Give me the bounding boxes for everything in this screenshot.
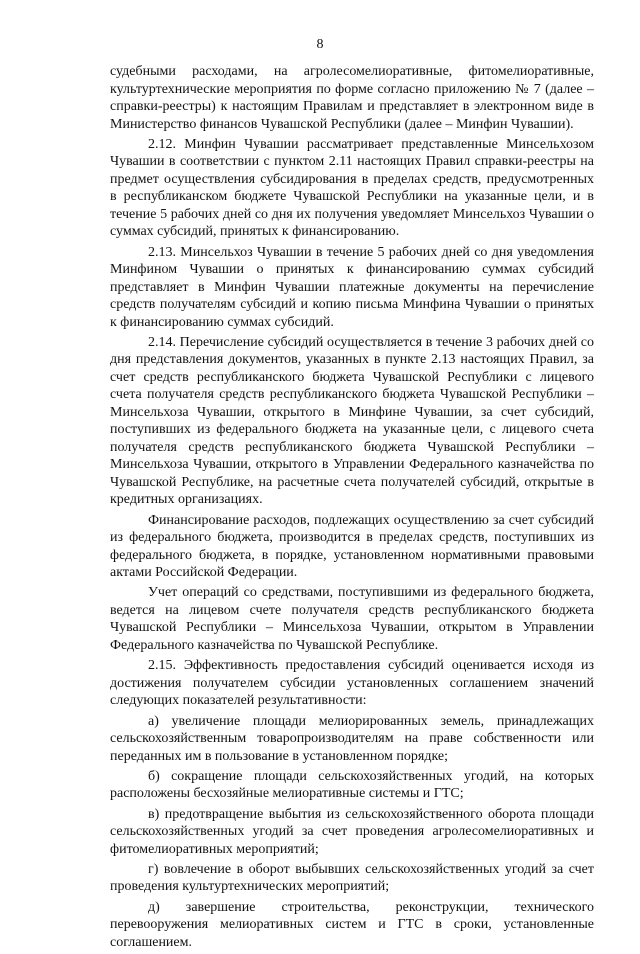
paragraph-2-13: 2.13. Минсельхоз Чувашии в течение 5 рабочих дней со дня уведомления Минфином Чувашии о принятых к финансированию суммах субсидий представляет в Минфин Чувашии платежные документы на перечисление средств получателям субсидий и копию письма Минфина Чувашии о принятых к финансированию суммах субсидий. (110, 244, 594, 330)
page-number: 8 (316, 37, 324, 52)
list-item-a: а) увеличение площади мелиорированных земель, принадлежащих сельскохозяйственным товаропроизводителям на праве собственности или переданных им в пользование в установленном порядке; (110, 713, 594, 764)
list-item-b: б) сокращение площади сельскохозяйственных угодий, на которых расположены бесхозяйные мелиоративные системы и ГТС; (110, 768, 594, 802)
paragraph-2-12: 2.12. Минфин Чувашии рассматривает представленные Минсельхозом Чувашии в соответствии с пунктом 2.11 настоящих Правил справки-реестры на предмет осуществления субсидирования в пределах средств, предусмотренных в республиканском бюджете Чувашской Республики на указанные цели, и в течение 5 рабочих дней со дня их получения уведомляет Минсельхоз Чувашии о суммах субсидий, принятых к финансированию. (110, 136, 594, 240)
list-item-g: г) вовлечение в оборот выбывших сельскохозяйственных угодий за счет проведения культуртехнических мероприятий; (110, 861, 594, 895)
paragraph-federal-financing: Финансирование расходов, подлежащих осуществлению за счет субсидий из федерального бюджета, производится в пределах средств, поступивших из федерального бюджета, в порядке, установленном нормативными правовыми актами Российской Федерации. (110, 512, 594, 581)
list-item-v: в) предотвращение выбытия из сельскохозяйственного оборота площади сельскохозяйственных угодий за счет проведения агролесомелиоративных и фитомелиоративных мероприятий; (110, 806, 594, 857)
paragraph-2-15: 2.15. Эффективность предоставления субсидий оценивается исходя из достижения получателем субсидии установленных соглашением значений следующих показателей результативности: (110, 658, 594, 709)
list-item-d: д) завершение строительства, реконструкции, технического перевооружения мелиоративных систем и ГТС в сроки, установленные соглашением. (110, 899, 594, 950)
document-body (110, 63, 594, 954)
paragraph-accounting: Учет операций со средствами, поступившими из федерального бюджета, ведется на лицевом счете получателя средств республиканского бюджета Чувашской Республики – Минсельхоза Чувашии, открытом в Управлении Федерального казначейства по Чувашской Республике. (110, 585, 594, 653)
paragraph-2-14: 2.14. Перечисление субсидий осуществляется в течение 3 рабочих дней со дня представления документов, указанных в пункте 2.13 настоящих Правил, за счет средств республиканского бюджета Чувашской Республики с лицевого счета получателя средств республиканского бюджета Чувашской Республики – Минсельхоза Чувашии, открытого в Минфине Чувашии, за счет субсидий, поступивших из федерального бюджета на указанные цели, с лицевого счета получателя средств республиканского бюджета Чувашской Республики – Минсельхоза Чувашии, открытого в Управлении Федерального казначейства по Чувашской Республике, на расчетные счета получателей субсидий, открытые в кредитных организациях. (110, 334, 594, 508)
paragraph-continuation: судебными расходами, на агролесомелиоративные, фитомелиоративные, культуртехнические мероприятия по форме согласно приложению № 7 (далее – справки-реестры) к настоящим Правилам и представляет в электронном виде в Министерство финансов Чувашской Республики (далее – Минфин Чувашии). (110, 64, 594, 132)
